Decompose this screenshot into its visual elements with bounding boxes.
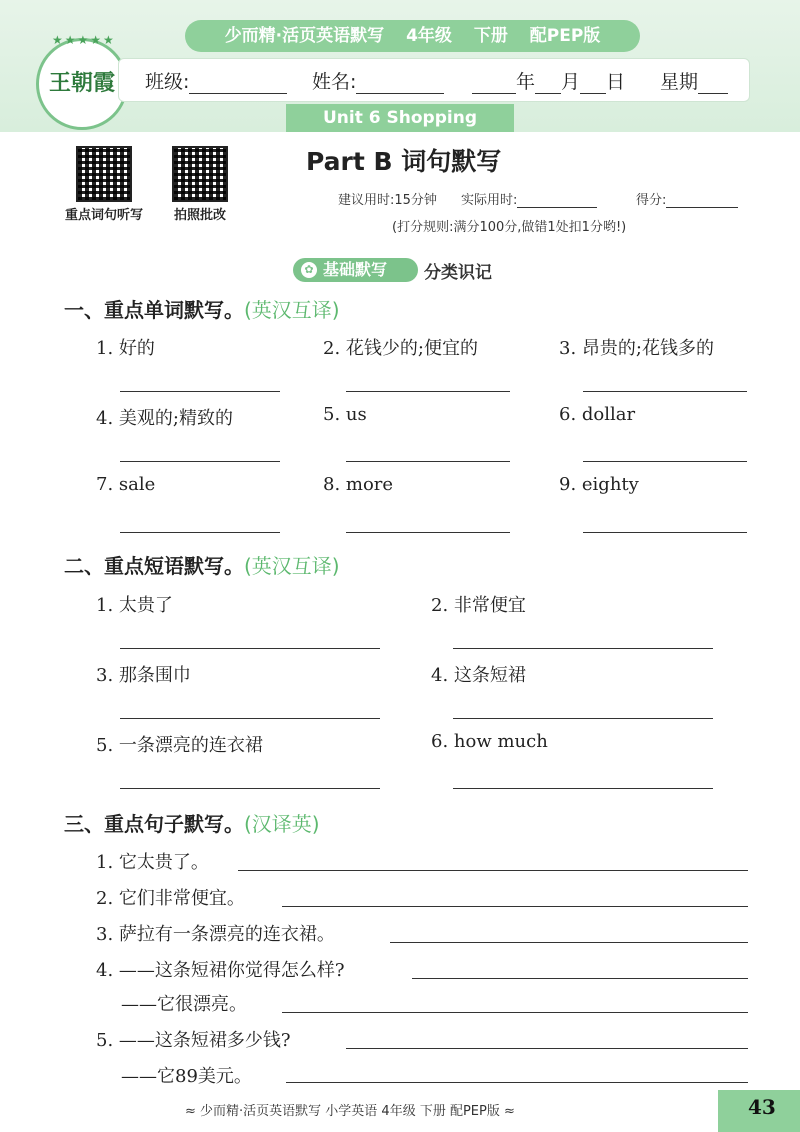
phrase-item-3: 3. 那条围巾: [96, 665, 191, 686]
answer-line-phrase-4[interactable]: [453, 718, 713, 719]
unit-tab: Unit 6 Shopping: [286, 104, 514, 132]
badge-side-label: 分类识记: [424, 263, 492, 283]
answer-line-word-2[interactable]: [346, 391, 510, 392]
word-item-1: 1. 好的: [96, 338, 155, 359]
section2-heading: [64, 550, 340, 579]
answer-line-sentence-4b[interactable]: [282, 1012, 748, 1013]
word-item-2: 2. 花钱少的;便宜的: [323, 338, 478, 359]
answer-line-sentence-2[interactable]: [282, 906, 748, 907]
qr-code-grading-icon[interactable]: [172, 146, 228, 202]
section3-heading: [64, 808, 320, 837]
answer-line-word-4[interactable]: [120, 461, 280, 462]
answer-line-sentence-3[interactable]: [390, 942, 748, 943]
month-label: 月: [561, 71, 581, 93]
page-number: 43: [748, 1095, 776, 1119]
name-label: 姓名:: [312, 71, 357, 93]
scoring-rule: (打分规则:满分100分,做错1处扣1分哟!): [392, 220, 627, 235]
section2-title: 二、重点短语默写。: [64, 554, 244, 578]
qr-label-grading: 拍照批改: [173, 208, 226, 223]
section1-heading: [64, 294, 340, 323]
section3-title: 三、重点句子默写。: [64, 812, 244, 836]
logo-stars: ★★★★★: [52, 33, 116, 47]
series-name: 少而精·活页英语默写: [224, 26, 385, 46]
actual-time-label: 实际用时:: [461, 193, 518, 208]
edition-label: 配PEP版: [529, 26, 601, 46]
sentence-item-2: 2. 它们非常便宜。: [96, 888, 245, 909]
sentence-item-4b: ——它很漂亮。: [121, 994, 247, 1015]
answer-line-phrase-5[interactable]: [120, 788, 380, 789]
word-item-4: 4. 美观的;精致的: [96, 408, 233, 429]
suggested-time: 建议用时:15分钟: [338, 193, 437, 208]
class-label: 班级:: [145, 71, 190, 93]
weekday-field[interactable]: [660, 67, 728, 94]
answer-line-word-8[interactable]: [346, 532, 510, 533]
weekday-label: 星期: [660, 71, 699, 93]
answer-line-word-1[interactable]: [120, 391, 280, 392]
answer-line-word-7[interactable]: [120, 532, 280, 533]
score-field[interactable]: [636, 189, 738, 208]
actual-time-field[interactable]: [461, 189, 597, 208]
sentence-item-1: 1. 它太贵了。: [96, 852, 209, 873]
section3-hint: (汉译英): [244, 812, 320, 836]
word-item-5: 5. us: [323, 404, 367, 425]
day-label: 日: [606, 71, 626, 93]
series-title-bar: [185, 20, 640, 52]
answer-line-phrase-3[interactable]: [120, 718, 380, 719]
answer-line-word-9[interactable]: [583, 532, 747, 533]
answer-line-phrase-2[interactable]: [453, 648, 713, 649]
answer-line-phrase-1[interactable]: [120, 648, 380, 649]
qr-code-dictation-icon[interactable]: [76, 146, 132, 202]
sentence-item-4a: 4. ——这条短裙你觉得怎么样?: [96, 960, 345, 981]
phrase-item-2: 2. 非常便宜: [431, 595, 526, 616]
answer-line-word-5[interactable]: [346, 461, 510, 462]
answer-line-sentence-4a[interactable]: [412, 978, 748, 979]
word-item-9: 9. eighty: [559, 474, 639, 495]
section1-title: 一、重点单词默写。: [64, 298, 244, 322]
medal-icon: ✿: [301, 262, 317, 278]
phrase-item-5: 5. 一条漂亮的连衣裙: [96, 735, 263, 756]
class-field[interactable]: [145, 67, 287, 94]
answer-line-phrase-6[interactable]: [453, 788, 713, 789]
word-item-6: 6. dollar: [559, 404, 636, 425]
sentence-item-5a: 5. ——这条短裙多少钱?: [96, 1030, 291, 1051]
word-item-3: 3. 昂贵的;花钱多的: [559, 338, 714, 359]
year-label: 年: [516, 71, 536, 93]
sentence-item-3: 3. 萨拉有一条漂亮的连衣裙。: [96, 924, 335, 945]
word-item-8: 8. more: [323, 474, 394, 495]
name-field[interactable]: [312, 67, 444, 94]
answer-line-sentence-5b[interactable]: [286, 1082, 748, 1083]
answer-line-word-6[interactable]: [583, 461, 747, 462]
answer-line-word-3[interactable]: [583, 391, 747, 392]
volume-label: 下册: [473, 26, 508, 46]
phrase-item-6: 6. how much: [431, 731, 548, 752]
footer-text: ≈ 少而精·活页英语默写 小学英语 4年级 下册 配PEP版 ≈: [185, 1104, 515, 1119]
section2-hint: (英汉互译): [244, 554, 340, 578]
answer-line-sentence-5a[interactable]: [346, 1048, 748, 1049]
answer-line-sentence-1[interactable]: [238, 870, 748, 871]
score-label: 得分:: [636, 193, 667, 208]
grade-label: 4年级: [406, 26, 452, 46]
qr-label-dictation: 重点词句听写: [64, 208, 143, 223]
logo-text: 王朝霞: [48, 70, 115, 96]
sentence-item-5b: ——它89美元。: [121, 1066, 252, 1087]
date-field[interactable]: [472, 67, 625, 94]
section1-hint: (英汉互译): [244, 298, 340, 322]
word-item-7: 7. sale: [96, 474, 156, 495]
phrase-item-1: 1. 太贵了: [96, 595, 173, 616]
badge-label: 基础默写: [323, 260, 388, 279]
page-title: Part B 词句默写: [306, 147, 502, 176]
basic-dictation-badge: [293, 258, 418, 282]
phrase-item-4: 4. 这条短裙: [431, 665, 526, 686]
